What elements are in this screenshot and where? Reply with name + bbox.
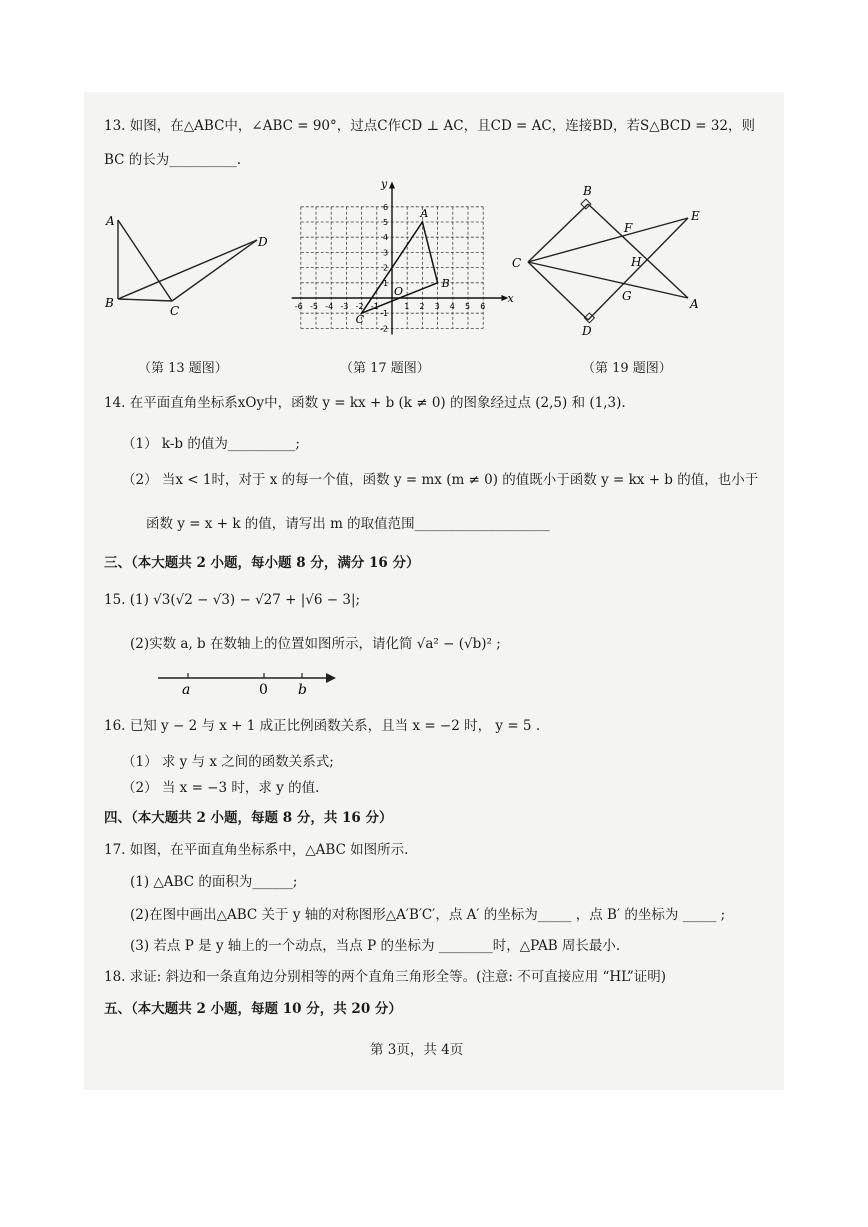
q15-part1: 15. (1) √3(√2 − √3) − √27 + |√6 − 3|;	[104, 592, 361, 608]
figure-19	[508, 180, 713, 340]
y-tick-label: -2	[380, 324, 388, 334]
fig13-label-B: B	[105, 296, 114, 310]
fig19-label-H: H	[631, 255, 642, 269]
x-tick-label: -4	[325, 302, 334, 311]
q17-part2: (2)在图中画出△ABC 关于 y 轴的对称图形△A′B′C′，点 A′ 的坐标为_____ ，点 B′ 的坐标为 _____ ;	[130, 907, 726, 923]
y-tick-label: 2	[383, 263, 389, 273]
fig19-label-B: B	[583, 184, 592, 198]
x-tick-label: -5	[310, 302, 318, 311]
q16-stem: 16. 已知 y − 2 与 x + 1 成正比例函数关系，且当 x = −2 时， y = 5 .	[104, 718, 541, 734]
q15-part2: (2)实数 a, b 在数轴上的位置如图所示，请化简 √a² − (√b)² ;	[130, 636, 501, 652]
y-tick-label: -1	[380, 309, 388, 319]
x-tick-label: 4	[449, 302, 455, 311]
fig13-label-D: D	[258, 235, 268, 249]
figure-17-coordinate-grid	[282, 177, 514, 344]
q18-stem: 18. 求证: 斜边和一条直角边分别相等的两个直角三角形全等。(注意: 不可直接应用 “HL”证明)	[104, 969, 667, 985]
fig13-label-A: A	[106, 214, 115, 228]
section-4-heading: 四、（本大题共 2 小题，每题 8 分，共 16 分）	[104, 810, 393, 826]
x-tick-label: -3	[340, 302, 349, 311]
fig19-label-G: G	[622, 289, 632, 303]
point-label-C: C	[355, 313, 365, 327]
figure-13	[100, 205, 280, 325]
fig13-label-C: C	[170, 304, 180, 318]
fig19-label-C: C	[512, 256, 522, 270]
y-tick-label: 1	[383, 278, 389, 288]
fig19-label-E: E	[691, 209, 700, 223]
fig17-caption: （第 17 题图）	[340, 361, 430, 376]
x-axis-label: x	[507, 292, 514, 305]
x-tick-label: -2	[355, 302, 364, 311]
q17-stem: 17. 如图，在平面直角坐标系中，△ABC 如图所示.	[104, 842, 409, 858]
x-tick-label: -6	[294, 302, 303, 311]
fig19-label-A: A	[690, 297, 699, 311]
point-label-B: B	[441, 276, 450, 290]
numberline-label-0: 0	[259, 682, 268, 698]
q13-line2: BC 的长为__________.	[104, 152, 242, 168]
x-tick-label: 3	[434, 302, 440, 311]
fig19-label-D: D	[582, 324, 592, 338]
fig19-caption: （第 19 题图）	[582, 361, 672, 376]
q14-part2b: 函数 y = x + k 的值，请写出 m 的取值范围____________________	[146, 516, 550, 532]
q13-line1: 13. 如图，在△ABC中，∠ABC = 90°，过点C作CD ⊥ AC，且CD = AC，连接BD，若S△BCD = 32，则	[104, 118, 756, 134]
x-tick-label: 6	[480, 302, 486, 311]
x-tick-label: 1	[404, 302, 410, 311]
numberline-label-b: b	[298, 682, 307, 698]
q14-part1: （1） k-b 的值为__________;	[122, 436, 300, 452]
q17-part1: (1) △ABC 的面积为______;	[130, 874, 298, 890]
x-tick-label: 2	[419, 302, 425, 311]
numberline-label-a: a	[182, 682, 191, 698]
page-footer: 第 3页，共 4页	[370, 1042, 464, 1058]
origin-label: O	[394, 285, 404, 298]
fig19-label-F: F	[624, 221, 633, 235]
q14-part2a: （2） 当x < 1时，对于 x 的每一个值，函数 y = mx (m ≠ 0) 的值既小于函数 y = kx + b 的值，也小于	[122, 472, 759, 488]
q14-stem: 14. 在平面直角坐标系xOy中，函数 y = kx + b (k ≠ 0) 的图象经过点 (2,5) 和 (1,3).	[104, 395, 626, 411]
y-tick-label: 6	[383, 202, 389, 212]
q16-part2: （2） 当 x = −3 时，求 y 的值.	[122, 780, 320, 796]
section-3-heading: 三、（本大题共 2 小题，每小题 8 分，满分 16 分）	[104, 555, 420, 571]
y-axis-arrow	[389, 182, 395, 189]
point-label-A: A	[420, 207, 429, 220]
number-line	[150, 668, 340, 698]
x-tick-label: 5	[465, 302, 471, 311]
section-5-heading: 五、（本大题共 2 小题，每题 10 分，共 20 分）	[104, 1001, 402, 1017]
q16-part1: （1） 求 y 与 x 之间的函数关系式;	[122, 754, 334, 770]
x-tick-label: -1	[370, 302, 379, 311]
y-tick-label: 4	[383, 233, 389, 243]
y-tick-label: 5	[383, 218, 389, 227]
fig13-caption: （第 13 题图）	[138, 361, 228, 376]
q17-part3: (3) 若点 P 是 y 轴上的一个动点，当点 P 的坐标为 ________时，△PAB 周长最小.	[130, 938, 621, 954]
y-tick-label: 3	[383, 248, 389, 258]
y-axis-label: y	[381, 177, 388, 191]
